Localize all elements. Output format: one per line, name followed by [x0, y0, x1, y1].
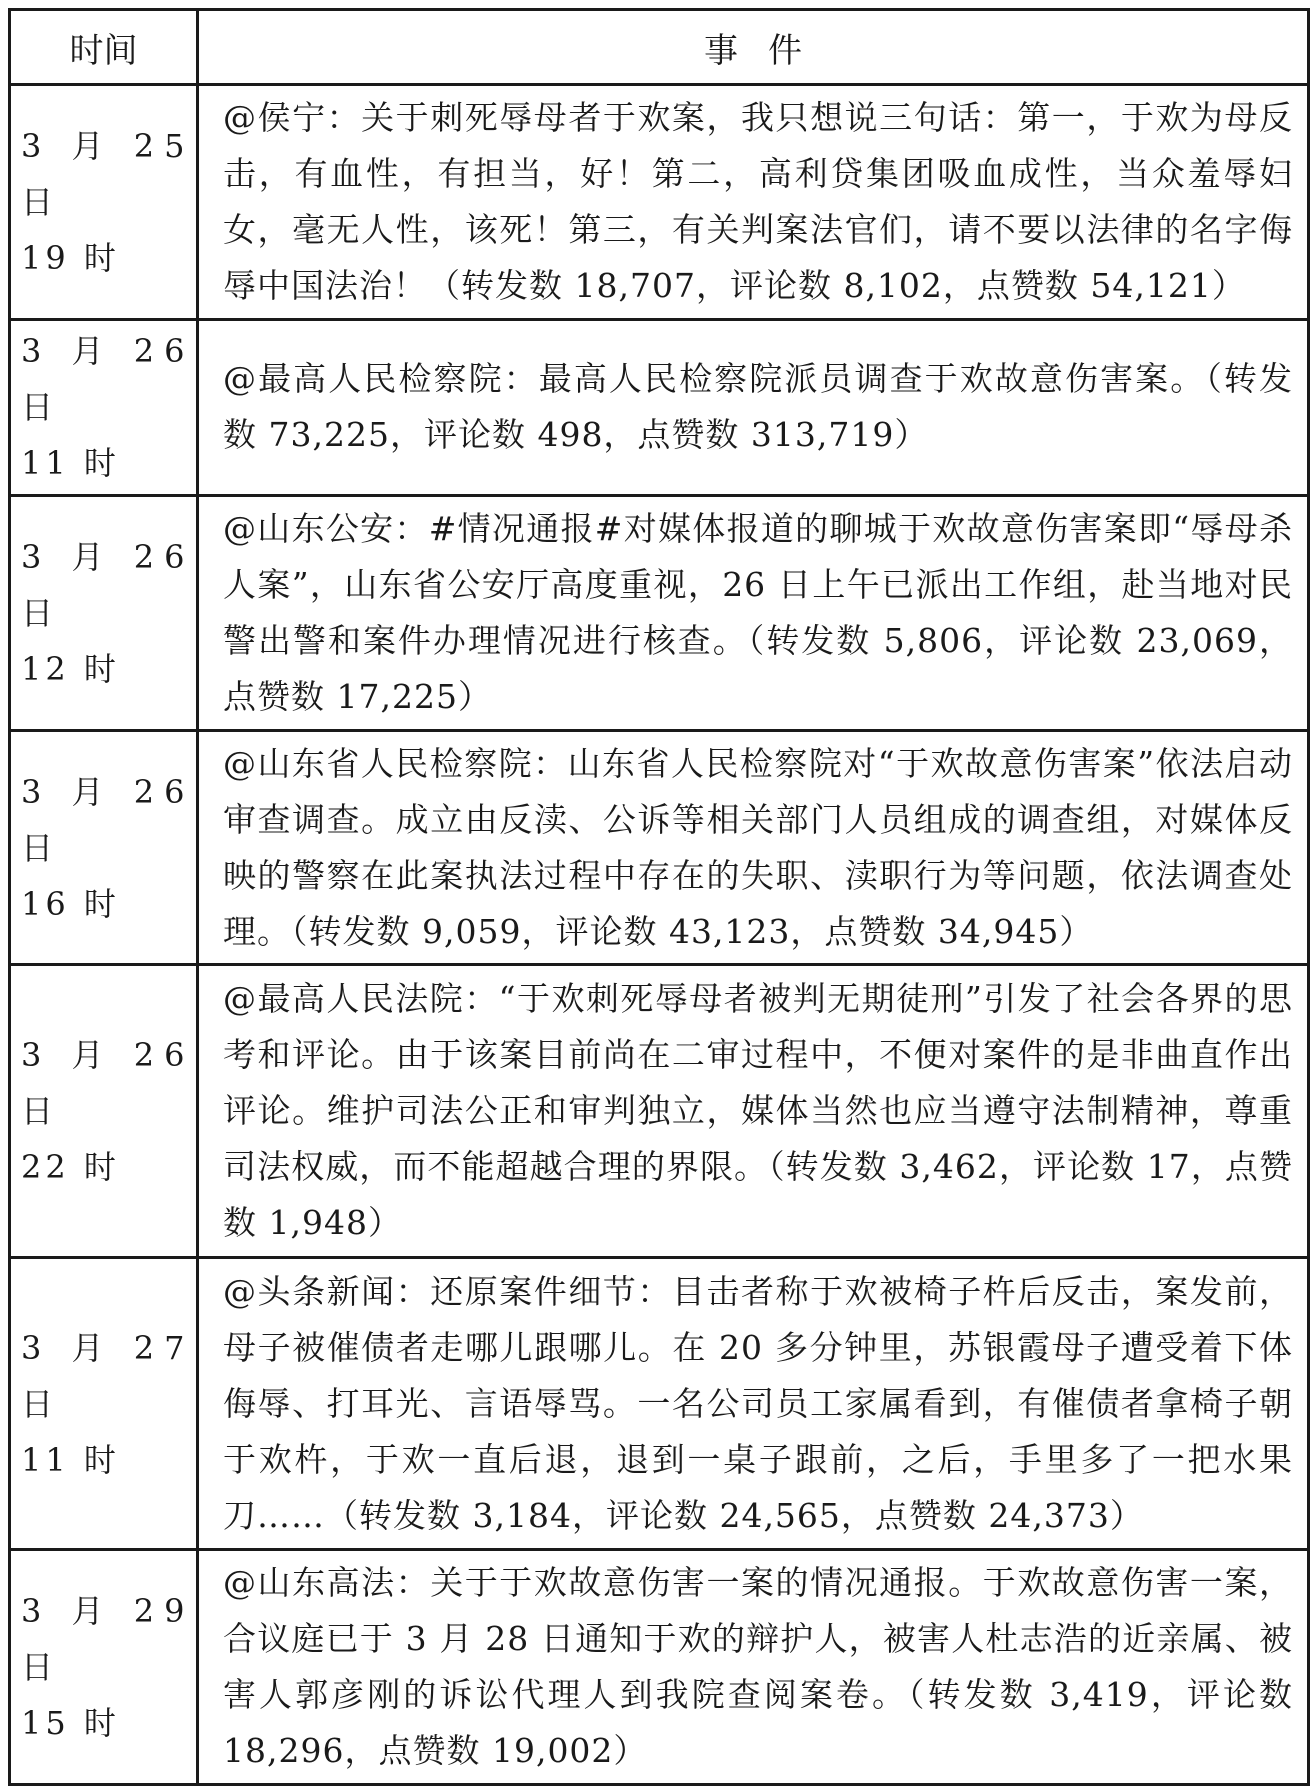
time-cell — [10, 965, 198, 1257]
event-cell: @山东省人民检察院：山东省人民检察院对“于欢故意伤害案”依法启动审查调查。成立由反渎、公诉等相关部门人员组成的调查组，对媒体反映的警察在此案执法过程中存在的失职、渎职行为等问题，依法调查处理。（转发数 9,059，评论数 43,123，点赞数 34,945） — [198, 730, 1309, 965]
time-cell — [10, 730, 198, 965]
table-row — [10, 85, 1309, 320]
table-row — [10, 496, 1309, 731]
table-row — [10, 1257, 1309, 1549]
time-cell — [10, 85, 198, 320]
time-cell — [10, 319, 198, 496]
table-header-row — [10, 10, 1309, 85]
header-time: 时间 — [10, 10, 198, 85]
date-text: 3 月 26 日 — [21, 332, 195, 427]
header-event: 事件 — [198, 10, 1309, 85]
time-cell — [10, 496, 198, 731]
time-cell — [10, 1257, 198, 1549]
time-cell — [10, 1550, 198, 1785]
hour-text: 19 时 — [21, 238, 120, 277]
hour-text: 11 时 — [21, 444, 120, 483]
events-table — [8, 8, 1310, 1786]
event-cell: @山东高法：关于于欢故意伤害一案的情况通报。于欢故意伤害一案，合议庭已于 3 月 28 日通知于欢的辩护人，被害人杜志浩的近亲属、被害人郭彦刚的诉讼代理人到我院查阅案卷。（转发数 3,419，评论数 18,296，点赞数 19,002） — [198, 1550, 1309, 1785]
hour-text: 22 时 — [21, 1148, 120, 1187]
date-text: 3 月 26 日 — [21, 1036, 195, 1131]
date-text: 3 月 25 日 — [21, 126, 195, 221]
hour-text: 16 时 — [21, 884, 120, 923]
event-cell: @最高人民法院：“于欢刺死辱母者被判无期徒刑”引发了社会各界的思考和评论。由于该案目前尚在二审过程中，不便对案件的是非曲直作出评论。维护司法公正和审判独立，媒体当然也应当遵守法制精神，尊重司法权威，而不能超越合理的界限。（转发数 3,462，评论数 17，点赞数 1,948） — [198, 965, 1309, 1257]
event-cell: @最高人民检察院：最高人民检察院派员调查于欢故意伤害案。（转发数 73,225，评论数 498，点赞数 313,719） — [198, 319, 1309, 496]
date-text: 3 月 26 日 — [21, 772, 195, 867]
event-cell: @侯宁：关于刺死辱母者于欢案，我只想说三句话：第一，于欢为母反击，有血性，有担当，好！第二，高利贷集团吸血成性，当众羞辱妇女，毫无人性，该死！第三，有关判案法官们，请不要以法律的名字侮辱中国法治！（转发数 18,707，评论数 8,102，点赞数 54,121） — [198, 85, 1309, 320]
date-text: 3 月 27 日 — [21, 1328, 195, 1423]
event-cell: @头条新闻：还原案件细节：目击者称于欢被椅子杵后反击，案发前，母子被催债者走哪儿跟哪儿。在 20 多分钟里，苏银霞母子遭受着下体侮辱、打耳光、言语辱骂。一名公司员工家属看到，有催债者拿椅子朝于欢杵，于欢一直后退，退到一桌子跟前，之后，手里多了一把水果刀……（转发数 3,184，评论数 24,565，点赞数 24,373） — [198, 1257, 1309, 1549]
hour-text: 12 时 — [21, 650, 120, 689]
table-row — [10, 730, 1309, 965]
table-row — [10, 1550, 1309, 1785]
hour-text: 15 时 — [21, 1704, 120, 1743]
event-cell: @山东公安：#情况通报#对媒体报道的聊城于欢故意伤害案即“辱母杀人案”，山东省公安厅高度重视，26 日上午已派出工作组，赴当地对民警出警和案件办理情况进行核查。（转发数 5,806，评论数 23,069，点赞数 17,225） — [198, 496, 1309, 731]
table-row — [10, 319, 1309, 496]
hour-text: 11 时 — [21, 1440, 120, 1479]
table-row — [10, 965, 1309, 1257]
date-text: 3 月 26 日 — [21, 538, 195, 633]
date-text: 3 月 29 日 — [21, 1592, 195, 1687]
